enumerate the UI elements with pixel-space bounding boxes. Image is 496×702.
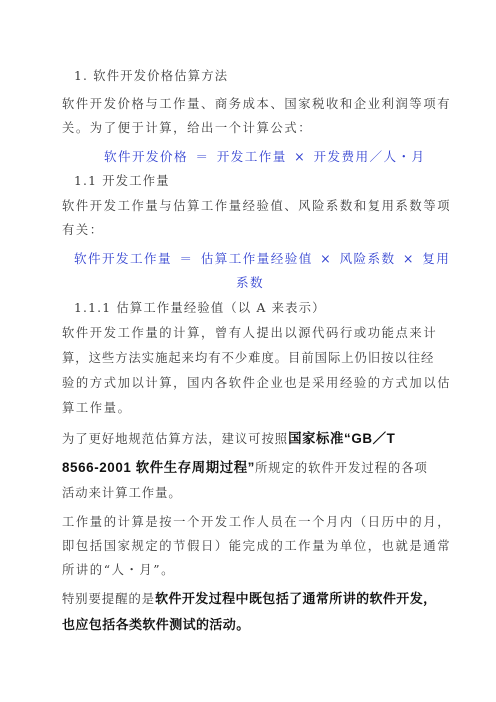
- workload-line-2: 有关：: [62, 223, 104, 237]
- section-1-1-heading: 1.1 开发工作量: [74, 174, 170, 188]
- section-1-heading: 1. 软件开发价格估算方法: [74, 69, 229, 83]
- intro-line-1: 软件开发价格与工作量、商务成本、国家税收和企业利润等项有: [62, 97, 452, 111]
- para4-line-2: 也应包括各类软件测试的活动。: [62, 617, 250, 632]
- para2-line-1-plain: 为了更好地规范估算方法，建议可按照: [62, 432, 289, 446]
- para3-line-2: 即包括国家规定的节假日）能完成的工作量为单位，也就是通常: [62, 539, 452, 553]
- workload-formula-line-1: 软件开发工作量 ＝ 估算工作量经验值 × 风险系数 × 复用: [74, 251, 451, 266]
- para1-line-3: 验的方式加以计算，国内各软件企业也是采用经验的方式加以估: [62, 376, 452, 390]
- workload-formula-line-2: 系数: [236, 275, 264, 290]
- para1-line-2: 算，这些方法实施起来均有不少难度。目前国际上仍旧按以往经: [62, 351, 435, 365]
- workload-line-1: 软件开发工作量与估算工作量经验值、风险系数和复用系数等项: [62, 199, 452, 213]
- para4-line-1-plain: 特别要提醒的是: [62, 592, 156, 606]
- para4-line-1: [62, 588, 437, 607]
- para3-line-3: 所讲的“人・月”。: [62, 563, 176, 577]
- para2-line-1: [62, 428, 395, 447]
- para1-line-4: 算工作量。: [62, 401, 132, 415]
- standard-reference-bold: 国家标准“GB／T: [288, 431, 396, 446]
- para1-line-1: 软件开发工作量的计算，曾有人提出以源代码行或功能点来计: [62, 326, 438, 340]
- price-formula: 软件开发价格 ＝ 开发工作量 × 开发费用／人・月: [104, 149, 426, 164]
- para3-line-1: 工作量的计算是按一个开发工作人员在一个月内（日历中的月，: [62, 515, 452, 529]
- standard-name-bold: 8566-2001 软件生存周期过程”: [62, 460, 255, 475]
- para2-line-2-plain: 所规定的软件开发过程的各项: [254, 461, 428, 475]
- testing-reminder-bold: 软件开发过程中既包括了通常所讲的软件开发，: [155, 591, 437, 606]
- para2-line-2: [62, 457, 428, 476]
- intro-line-2: 关。为了便于计算，给出一个计算公式：: [62, 121, 313, 135]
- section-1-1-1-heading: 1.1.1 估算工作量经验值（以 A 来表示）: [74, 301, 326, 315]
- para2-line-3: 活动来计算工作量。: [62, 486, 182, 500]
